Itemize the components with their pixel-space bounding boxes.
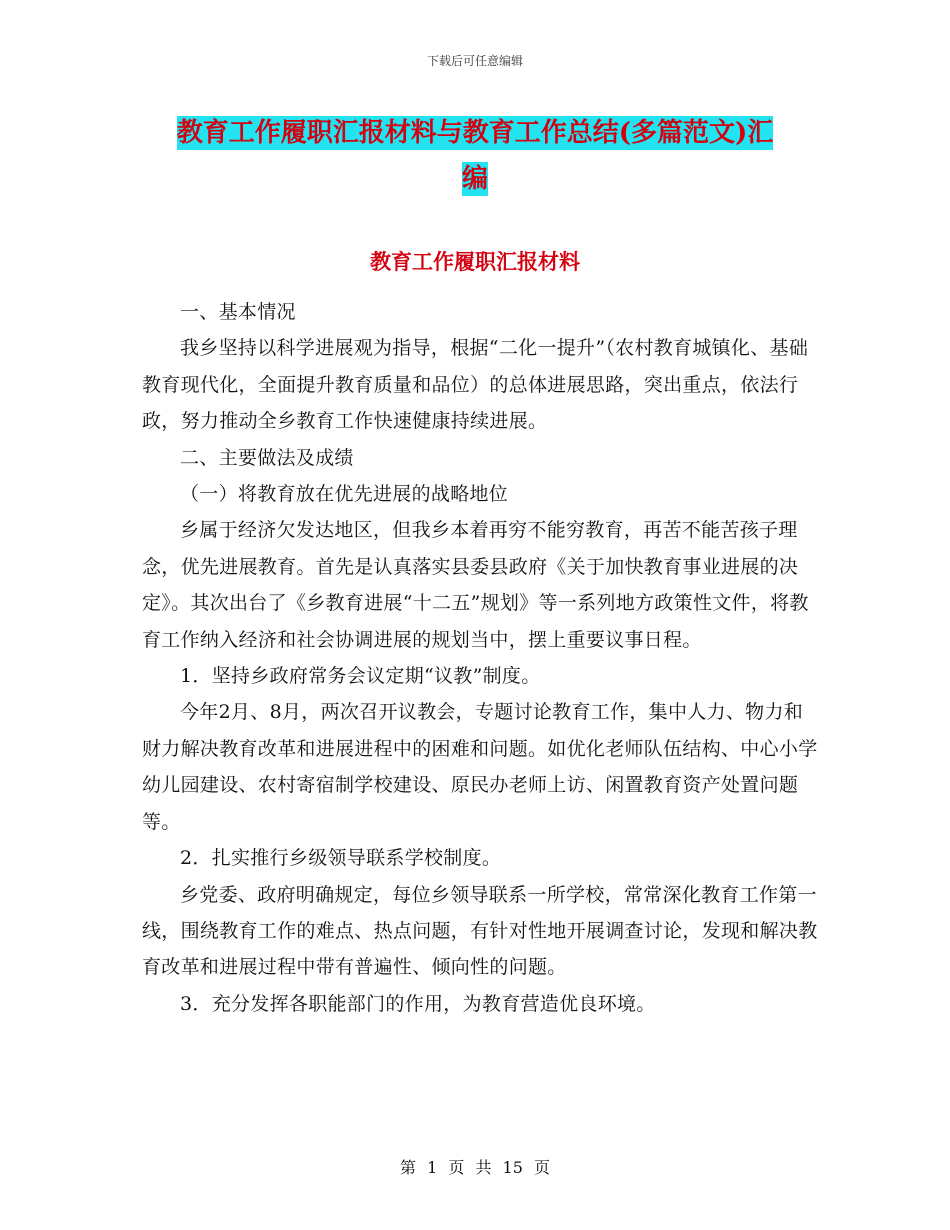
paragraph: （一）将教育放在优先进展的战略地位 (180, 483, 509, 506)
document-title (140, 110, 810, 202)
paragraph: 1．坚持乡政府常务会议定期“议教”制度。 (180, 665, 541, 688)
page-footer: 第 1 页 共 15 页 (400, 1158, 550, 1177)
header-note: 下载后可任意编辑 (426, 54, 523, 68)
document-title-line-2: 编 (461, 164, 488, 194)
paragraph: 今年2月、8月，两次召开议教会，专题讨论教育工作，集中人力、物力和财力解决教育改革和进展进程中的困难和问题。如优化老师队伍结构、中心小学幼儿园建设、农村寄宿制学校建设、原民办老师上访、闲置教育资产处置问题等。 (142, 701, 818, 833)
paragraph: 乡党委、政府明确规定，每位乡领导联系一所学校，常常深化教育工作第一线，围绕教育工作的难点、热点问题，有针对性地开展调查讨论，发现和解决教育改革和进展过程中带有普遍性、倾向性的问题。 (142, 883, 818, 979)
document-title-line-1: 教育工作履职汇报材料与教育工作总结(多篇范文)汇 (176, 118, 774, 148)
paragraph: 一、基本情况 (180, 301, 296, 323)
paragraph: 2．扎实推行乡级领导联系学校制度。 (180, 847, 502, 870)
document-body (142, 294, 822, 1022)
paragraph: 乡属于经济欠发达地区，但我乡本着再穷不能穷教育，再苦不能苦孩子理念，优先进展教育。首先是认真落实县委县政府《关于加快教育事业进展的决定》。其次出台了《乡教育进展“十二五”规划》等一系列地方政策性文件，将教育工作纳入经济和社会协调进展的规划当中，摆上重要议事日程。 (142, 519, 809, 651)
paragraph: 我乡坚持以科学进展观为指导，根据“二化一提升”（农村教育城镇化、基础教育现代化，全面提升教育质量和品位）的总体进展思路，突出重点，依法行政，努力推动全乡教育工作快速健康持续进展。 (142, 337, 809, 433)
paragraph: 3．充分发挥各职能部门的作用，为教育营造优良环境。 (180, 992, 656, 1015)
paragraph: 二、主要做法及成绩 (180, 446, 354, 469)
section-title: 教育工作履职汇报材料 (370, 249, 580, 274)
